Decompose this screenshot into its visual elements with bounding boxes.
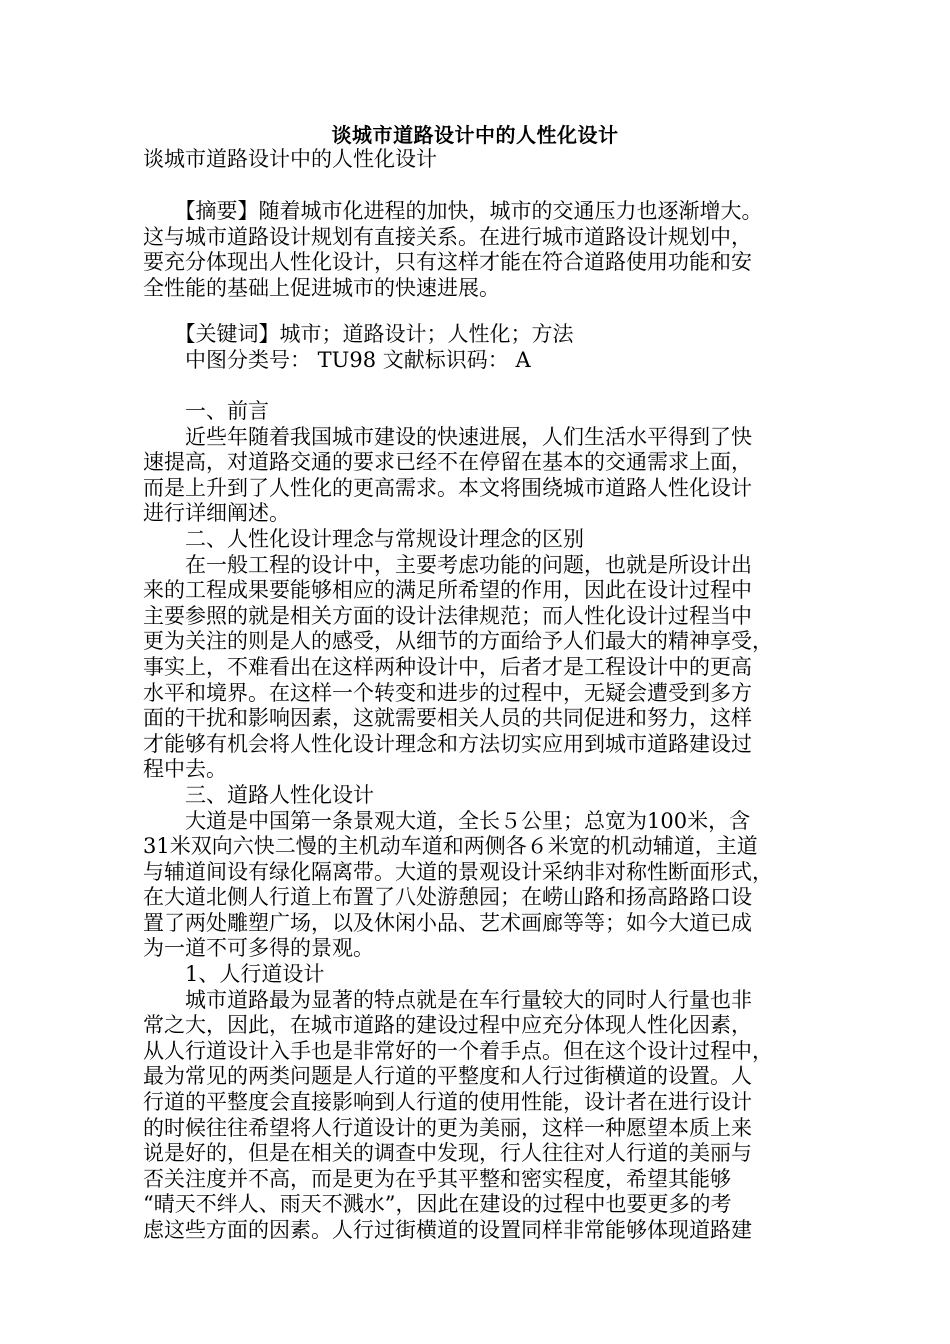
body-line: 最为常见的两类问题是人行道的平整度和人行过街横道的设置。人: [143, 1064, 752, 1089]
body-line: 而是上升到了人性化的更高需求。本文将围绕城市道路人性化设计: [143, 475, 752, 500]
body-line: 的时候往往希望将人行道设计的更为美丽，这样一种愿望本质上来: [143, 1115, 752, 1140]
body-line: “晴天不绊人、雨天不溅水”，因此在建设的过程中也要更多的考: [143, 1192, 732, 1217]
body-line: 近些年随着我国城市建设的快速进展，人们生活水平得到了快: [143, 424, 752, 449]
body-line: 城市道路最为显著的特点就是在车行量较大的同时人行量也非: [143, 987, 752, 1012]
keywords-section: [143, 322, 823, 373]
body-line: 在一般工程的设计中，主要考虑功能的问题，也就是所设计出: [143, 552, 752, 577]
body-line: 常之大，因此，在城市道路的建设过程中应充分体现人性化因素，: [143, 1013, 752, 1038]
section-heading-foreword: 一、前言: [143, 399, 269, 423]
body-line: 程中去。: [143, 757, 227, 782]
body-line: 与辅道间设有绿化隔离带。大道的景观设计采纳非对称性断面形式，: [143, 859, 773, 884]
body-line: 否关注度并不高，而是更为在乎其平整和密实程度，希望其能够: [143, 1166, 731, 1191]
body-line: 从人行道设计入手也是非常好的一个着手点。但在这个设计过程中，: [143, 1038, 773, 1063]
body-line: 31米双向六快二慢的主机动车道和两侧各６米宽的机动辅道，主道: [143, 834, 758, 859]
body-line: 进行详细阐述。: [143, 501, 290, 526]
abstract-line: 要充分体现出人性化设计，只有这样才能在符合道路使用功能和安: [143, 250, 752, 275]
body-line: 主要参照的就是相关方面的设计法律规范；而人性化设计过程当中: [143, 603, 752, 628]
body-line: 在大道北侧人行道上布置了八处游憩园；在崂山路和扬高路路口设: [143, 885, 752, 910]
body-line: 更为关注的则是人的感受，从细节的方面给予人们最大的精神享受，: [143, 629, 773, 654]
body-line: 才能够有机会将人性化设计理念和方法切实应用到城市道路建设过: [143, 731, 752, 756]
abstract-line: 这与城市道路设计规划有直接关系。在进行城市道路设计规划中，: [143, 224, 752, 249]
section-heading-road-design: 三、道路人性化设计: [143, 782, 374, 807]
classification-line: 中图分类号： TU98 文献标识码： A: [143, 347, 531, 372]
abstract-line: 【摘要】随着城市化进程的加快，城市的交通压力也逐渐增大。: [143, 199, 763, 223]
body-line: 大道是中国第一条景观大道，全长５公里；总宽为100米，含: [143, 808, 751, 833]
body-line: 事实上，不难看出在这样两种设计中，后者才是工程设计中的更高: [143, 654, 752, 679]
body-text: [143, 399, 823, 1244]
body-line: 水平和境界。在这样一个转变和进步的过程中，无疑会遭受到多方: [143, 680, 752, 705]
body-line: 虑这些方面的因素。人行过街横道的设置同样非常能够体现道路建: [143, 1218, 752, 1242]
document-title: 谈城市道路设计中的人性化设计: [331, 123, 619, 147]
body-line: 行道的平整度会直接影响到人行道的使用性能，设计者在进行设计: [143, 1090, 752, 1115]
body-line: 来的工程成果要能够相应的满足所希望的作用，因此在设计过程中: [143, 578, 752, 603]
body-line: 速提高，对道路交通的要求已经不在停留在基本的交通需求上面，: [143, 450, 752, 475]
document-subtitle-block: [143, 147, 823, 173]
body-line: 为一道不可多得的景观。: [143, 936, 374, 961]
subsection-heading-sidewalk: 1、人行道设计: [143, 962, 325, 987]
body-line: 面的干扰和影响因素，这就需要相关人员的共同促进和努力，这样: [143, 706, 752, 731]
abstract-line: 全性能的基础上促进城市的快速进展。: [143, 275, 500, 300]
section-heading-concepts: 二、人性化设计理念与常规设计理念的区别: [143, 526, 584, 551]
abstract-paragraph: [143, 199, 823, 301]
keywords-line: 【关键词】城市；道路设计；人性化；方法: [143, 322, 574, 346]
body-line: 说是好的，但是在相关的调查中发现，行人往往对人行道的美丽与: [143, 1141, 752, 1166]
body-line: 置了两处雕塑广场，以及休闲小品、艺术画廊等等；如今大道已成: [143, 910, 752, 935]
document-subtitle: 谈城市道路设计中的人性化设计: [143, 147, 437, 171]
